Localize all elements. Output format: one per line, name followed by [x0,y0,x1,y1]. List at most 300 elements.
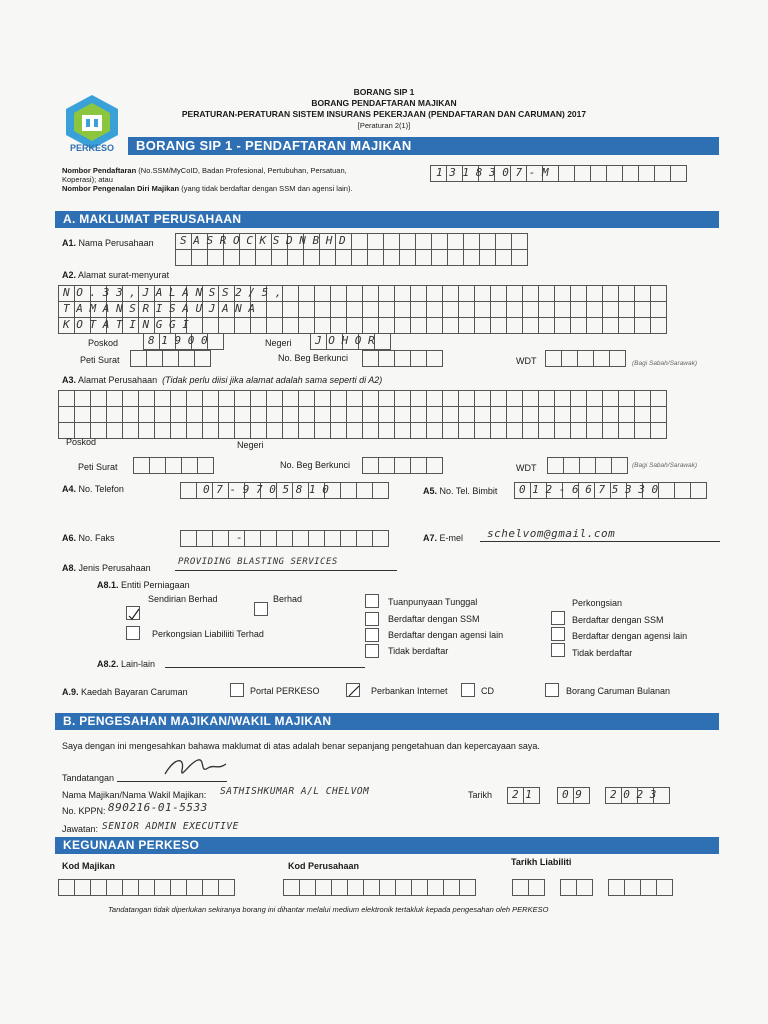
grid-cell[interactable] [618,390,635,407]
grid-cell[interactable] [538,301,555,318]
grid-cell[interactable] [378,317,395,334]
grid-cell[interactable] [474,285,491,302]
grid-cell[interactable] [595,457,612,474]
grid-cell[interactable] [175,249,192,266]
grid-cell[interactable] [563,457,580,474]
tunggal-ssm-checkbox[interactable] [365,612,379,626]
grid-cell[interactable] [650,406,667,423]
grid-cell[interactable] [511,249,528,266]
grid-cell[interactable] [282,285,299,302]
grid-cell[interactable] [266,317,283,334]
grid-cell[interactable] [426,457,443,474]
grid-cell[interactable] [202,390,219,407]
grid-cell[interactable] [331,879,348,896]
grid-cell[interactable] [442,317,459,334]
grid-cell[interactable] [372,530,389,547]
grid-cell[interactable] [138,422,155,439]
grid-cell[interactable] [362,317,379,334]
grid-cell[interactable] [372,482,389,499]
grid-cell[interactable] [298,406,315,423]
grid-cell[interactable] [634,317,651,334]
grid-cell[interactable] [74,406,91,423]
grid-cell[interactable] [250,390,267,407]
internet-checkbox[interactable] [346,683,360,697]
grid-cell[interactable] [287,249,304,266]
grid-cell[interactable] [624,879,641,896]
grid-cell[interactable] [260,530,277,547]
grid-cell[interactable] [410,422,427,439]
grid-cell[interactable] [609,350,626,367]
grid-cell[interactable] [197,457,214,474]
grid-cell[interactable] [522,301,539,318]
grid-cell[interactable] [374,333,391,350]
grid-cell[interactable] [474,422,491,439]
grid-cell[interactable] [447,249,464,266]
grid-cell[interactable] [330,317,347,334]
grid-cell[interactable] [367,249,384,266]
wdt-grid[interactable] [545,350,625,367]
grid-cell[interactable] [180,482,197,499]
grid-cell[interactable] [538,285,555,302]
grid-cell[interactable] [459,879,476,896]
grid-cell[interactable] [442,422,459,439]
perk-tidak-checkbox[interactable] [551,643,565,657]
grid-cell[interactable] [186,390,203,407]
grid-cell[interactable] [611,457,628,474]
sdn-bhd-checkbox[interactable] [126,606,140,620]
grid-cell[interactable] [180,530,197,547]
grid-cell[interactable] [474,301,491,318]
grid-cell[interactable] [638,165,655,182]
grid-cell[interactable] [362,301,379,318]
grid-cell[interactable] [442,390,459,407]
grid-cell[interactable] [458,317,475,334]
grid-cell[interactable] [650,422,667,439]
grid-cell[interactable] [547,457,564,474]
grid-cell[interactable] [395,879,412,896]
grid-cell[interactable] [362,285,379,302]
grid-cell[interactable] [593,350,610,367]
grid-cell[interactable] [658,482,675,499]
grid-cell[interactable] [618,422,635,439]
grid-cell[interactable] [442,301,459,318]
grid-cell[interactable] [250,317,267,334]
grid-cell[interactable] [426,301,443,318]
grid-cell[interactable] [410,406,427,423]
grid-cell[interactable] [90,390,107,407]
grid-cell[interactable] [330,390,347,407]
grid-cell[interactable] [282,406,299,423]
grid-cell[interactable] [181,457,198,474]
grid-cell[interactable] [511,233,528,250]
grid-cell[interactable] [410,457,427,474]
grid-cell[interactable] [506,390,523,407]
grid-cell[interactable] [495,249,512,266]
pll-checkbox[interactable] [126,626,140,640]
grid-cell[interactable] [394,317,411,334]
grid-cell[interactable] [506,422,523,439]
grid-cell[interactable] [490,406,507,423]
grid-cell[interactable] [218,422,235,439]
grid-cell[interactable] [670,165,687,182]
grid-cell[interactable] [298,285,315,302]
grid-cell[interactable] [106,390,123,407]
grid-cell[interactable] [218,879,235,896]
grid-cell[interactable] [394,390,411,407]
grid-cell[interactable] [426,406,443,423]
grid-cell[interactable] [378,406,395,423]
grid-cell[interactable] [458,406,475,423]
grid-cell[interactable] [458,301,475,318]
grid-cell[interactable] [586,390,603,407]
grid-cell[interactable] [223,249,240,266]
grid-cell[interactable] [399,233,416,250]
grid-cell[interactable] [490,422,507,439]
grid-cell[interactable] [447,233,464,250]
grid-cell[interactable] [554,301,571,318]
grid-cell[interactable] [154,422,171,439]
grid-cell[interactable] [106,406,123,423]
grid-cell[interactable] [283,879,300,896]
grid-cell[interactable] [315,879,332,896]
grid-cell[interactable] [426,350,443,367]
grid-cell[interactable] [122,422,139,439]
borang-checkbox[interactable] [545,683,559,697]
grid-cell[interactable] [458,285,475,302]
grid-cell[interactable] [90,406,107,423]
grid-cell[interactable] [431,233,448,250]
grid-cell[interactable] [538,390,555,407]
kod-perusahaan-grid[interactable] [283,879,475,896]
grid-cell[interactable] [90,879,107,896]
perk-ssm-checkbox[interactable] [551,611,565,625]
fax-grid[interactable] [180,530,388,547]
grid-cell[interactable] [490,301,507,318]
grid-cell[interactable] [383,233,400,250]
grid-cell[interactable] [186,406,203,423]
grid-cell[interactable] [234,406,251,423]
a3-wdt-grid[interactable] [547,457,627,474]
grid-cell[interactable] [586,317,603,334]
grid-cell[interactable] [545,350,562,367]
grid-cell[interactable] [606,165,623,182]
grid-cell[interactable] [74,879,91,896]
cd-checkbox[interactable] [461,683,475,697]
grid-cell[interactable] [602,301,619,318]
grid-cell[interactable] [346,406,363,423]
grid-cell[interactable] [234,390,251,407]
grid-cell[interactable] [379,879,396,896]
grid-cell[interactable] [506,317,523,334]
grid-cell[interactable] [314,390,331,407]
grid-cell[interactable] [154,390,171,407]
grid-cell[interactable] [495,233,512,250]
grid-cell[interactable] [378,390,395,407]
grid-cell[interactable] [314,406,331,423]
grid-cell[interactable] [170,406,187,423]
grid-cell[interactable] [560,879,577,896]
grid-cell[interactable] [570,285,587,302]
grid-cell[interactable] [282,301,299,318]
grid-cell[interactable] [346,301,363,318]
business-type-line[interactable] [175,570,397,571]
grid-cell[interactable] [266,301,283,318]
grid-cell[interactable] [570,317,587,334]
grid-cell[interactable] [394,406,411,423]
grid-cell[interactable] [218,317,235,334]
grid-cell[interactable] [634,301,651,318]
grid-cell[interactable] [634,390,651,407]
grid-cell[interactable] [618,317,635,334]
liab-year-grid[interactable] [608,879,672,896]
grid-cell[interactable] [378,457,395,474]
grid-cell[interactable] [378,422,395,439]
grid-cell[interactable] [58,390,75,407]
grid-cell[interactable] [650,285,667,302]
liab-month-grid[interactable] [560,879,592,896]
grid-cell[interactable] [234,317,251,334]
grid-cell[interactable] [330,406,347,423]
grid-cell[interactable] [276,530,293,547]
grid-cell[interactable] [618,301,635,318]
grid-cell[interactable] [410,285,427,302]
grid-cell[interactable] [394,422,411,439]
grid-cell[interactable] [490,317,507,334]
grid-cell[interactable] [458,390,475,407]
grid-cell[interactable] [207,249,224,266]
grid-cell[interactable] [431,249,448,266]
grid-cell[interactable] [458,422,475,439]
grid-cell[interactable] [314,317,331,334]
grid-cell[interactable] [346,285,363,302]
grid-cell[interactable] [463,249,480,266]
grid-cell[interactable] [58,879,75,896]
grid-cell[interactable] [586,406,603,423]
grid-cell[interactable] [202,422,219,439]
grid-cell[interactable] [490,390,507,407]
grid-cell[interactable] [650,317,667,334]
grid-cell[interactable] [426,285,443,302]
grid-cell[interactable] [602,422,619,439]
grid-cell[interactable] [330,301,347,318]
grid-cell[interactable] [522,406,539,423]
grid-cell[interactable] [378,350,395,367]
grid-cell[interactable] [351,249,368,266]
a3-grid-2[interactable] [58,406,666,423]
grid-cell[interactable] [690,482,707,499]
grid-cell[interactable] [362,406,379,423]
grid-cell[interactable] [426,390,443,407]
a3-grid-1[interactable] [58,390,666,407]
tunggal-checkbox[interactable] [365,594,379,608]
grid-cell[interactable] [362,350,379,367]
grid-cell[interactable] [266,422,283,439]
grid-cell[interactable] [443,879,460,896]
grid-cell[interactable] [512,879,529,896]
grid-cell[interactable] [330,422,347,439]
grid-cell[interactable] [410,350,427,367]
grid-cell[interactable] [634,406,651,423]
grid-cell[interactable] [394,285,411,302]
grid-cell[interactable] [586,285,603,302]
grid-cell[interactable] [191,249,208,266]
grid-cell[interactable] [522,422,539,439]
grid-cell[interactable] [282,317,299,334]
a1-grid-2[interactable] [175,249,527,266]
grid-cell[interactable] [298,422,315,439]
grid-cell[interactable] [340,530,357,547]
lain-lain-line[interactable] [165,667,365,668]
grid-cell[interactable] [586,422,603,439]
grid-cell[interactable] [415,233,432,250]
grid-cell[interactable] [170,390,187,407]
grid-cell[interactable] [650,301,667,318]
grid-cell[interactable] [378,301,395,318]
grid-cell[interactable] [319,249,336,266]
grid-cell[interactable] [298,390,315,407]
grid-cell[interactable] [554,406,571,423]
grid-cell[interactable] [138,406,155,423]
grid-cell[interactable] [410,317,427,334]
grid-cell[interactable] [255,249,272,266]
grid-cell[interactable] [266,390,283,407]
grid-cell[interactable] [410,390,427,407]
grid-cell[interactable] [394,301,411,318]
grid-cell[interactable] [122,879,139,896]
email-line[interactable] [480,541,720,542]
grid-cell[interactable] [528,879,545,896]
grid-cell[interactable] [618,406,635,423]
grid-cell[interactable] [162,350,179,367]
perk-agensi-checkbox[interactable] [551,627,565,641]
grid-cell[interactable] [554,390,571,407]
grid-cell[interactable] [602,406,619,423]
grid-cell[interactable] [303,249,320,266]
grid-cell[interactable] [608,879,625,896]
grid-cell[interactable] [427,879,444,896]
grid-cell[interactable] [165,457,182,474]
berhad-checkbox[interactable] [254,602,268,616]
grid-cell[interactable] [324,530,341,547]
grid-cell[interactable] [74,390,91,407]
grid-cell[interactable] [577,350,594,367]
grid-cell[interactable] [399,249,416,266]
grid-cell[interactable] [207,333,224,350]
grid-cell[interactable] [506,406,523,423]
grid-cell[interactable] [415,249,432,266]
grid-cell[interactable] [426,422,443,439]
grid-cell[interactable] [218,406,235,423]
grid-cell[interactable] [314,422,331,439]
grid-cell[interactable] [266,406,283,423]
grid-cell[interactable] [202,406,219,423]
grid-cell[interactable] [356,482,373,499]
grid-cell[interactable] [570,390,587,407]
portal-checkbox[interactable] [230,683,244,697]
grid-cell[interactable] [154,406,171,423]
grid-cell[interactable] [106,422,123,439]
grid-cell[interactable] [570,301,587,318]
a3-no-beg-grid[interactable] [362,457,442,474]
grid-cell[interactable] [314,285,331,302]
grid-cell[interactable] [196,530,213,547]
grid-cell[interactable] [122,390,139,407]
grid-cell[interactable] [58,406,75,423]
grid-cell[interactable] [363,879,380,896]
grid-cell[interactable] [411,879,428,896]
grid-cell[interactable] [634,422,651,439]
a3-grid-3[interactable] [58,422,666,439]
grid-cell[interactable] [346,390,363,407]
grid-cell[interactable] [634,285,651,302]
grid-cell[interactable] [602,390,619,407]
grid-cell[interactable] [522,317,539,334]
grid-cell[interactable] [570,422,587,439]
a3-peti-grid[interactable] [133,457,213,474]
grid-cell[interactable] [271,249,288,266]
kod-majikan-grid[interactable] [58,879,234,896]
grid-cell[interactable] [239,249,256,266]
grid-cell[interactable] [282,422,299,439]
grid-cell[interactable] [574,165,591,182]
grid-cell[interactable] [479,249,496,266]
grid-cell[interactable] [426,317,443,334]
grid-cell[interactable] [561,350,578,367]
grid-cell[interactable] [106,879,123,896]
grid-cell[interactable] [212,530,229,547]
grid-cell[interactable] [186,422,203,439]
grid-cell[interactable] [346,422,363,439]
tunggal-tidak-checkbox[interactable] [365,644,379,658]
grid-cell[interactable] [170,422,187,439]
grid-cell[interactable] [474,406,491,423]
grid-cell[interactable] [506,285,523,302]
grid-cell[interactable] [367,233,384,250]
grid-cell[interactable] [282,390,299,407]
grid-cell[interactable] [298,317,315,334]
grid-cell[interactable] [362,390,379,407]
grid-cell[interactable] [602,317,619,334]
grid-cell[interactable] [186,879,203,896]
grid-cell[interactable] [330,285,347,302]
grid-cell[interactable] [378,285,395,302]
grid-cell[interactable] [570,406,587,423]
grid-cell[interactable] [234,422,251,439]
grid-cell[interactable] [618,285,635,302]
grid-cell[interactable] [474,317,491,334]
grid-cell[interactable] [654,165,671,182]
grid-cell[interactable] [346,317,363,334]
grid-cell[interactable] [178,350,195,367]
peti-surat-grid[interactable] [130,350,210,367]
grid-cell[interactable] [250,406,267,423]
grid-cell[interactable] [122,406,139,423]
grid-cell[interactable] [558,165,575,182]
grid-cell[interactable] [538,422,555,439]
grid-cell[interactable] [170,879,187,896]
grid-cell[interactable] [442,285,459,302]
tunggal-agensi-checkbox[interactable] [365,628,379,642]
grid-cell[interactable] [522,285,539,302]
grid-cell[interactable] [650,390,667,407]
grid-cell[interactable] [554,422,571,439]
grid-cell[interactable] [538,406,555,423]
grid-cell[interactable] [202,317,219,334]
grid-cell[interactable] [133,457,150,474]
grid-cell[interactable] [299,879,316,896]
grid-cell[interactable] [298,301,315,318]
grid-cell[interactable] [194,350,211,367]
